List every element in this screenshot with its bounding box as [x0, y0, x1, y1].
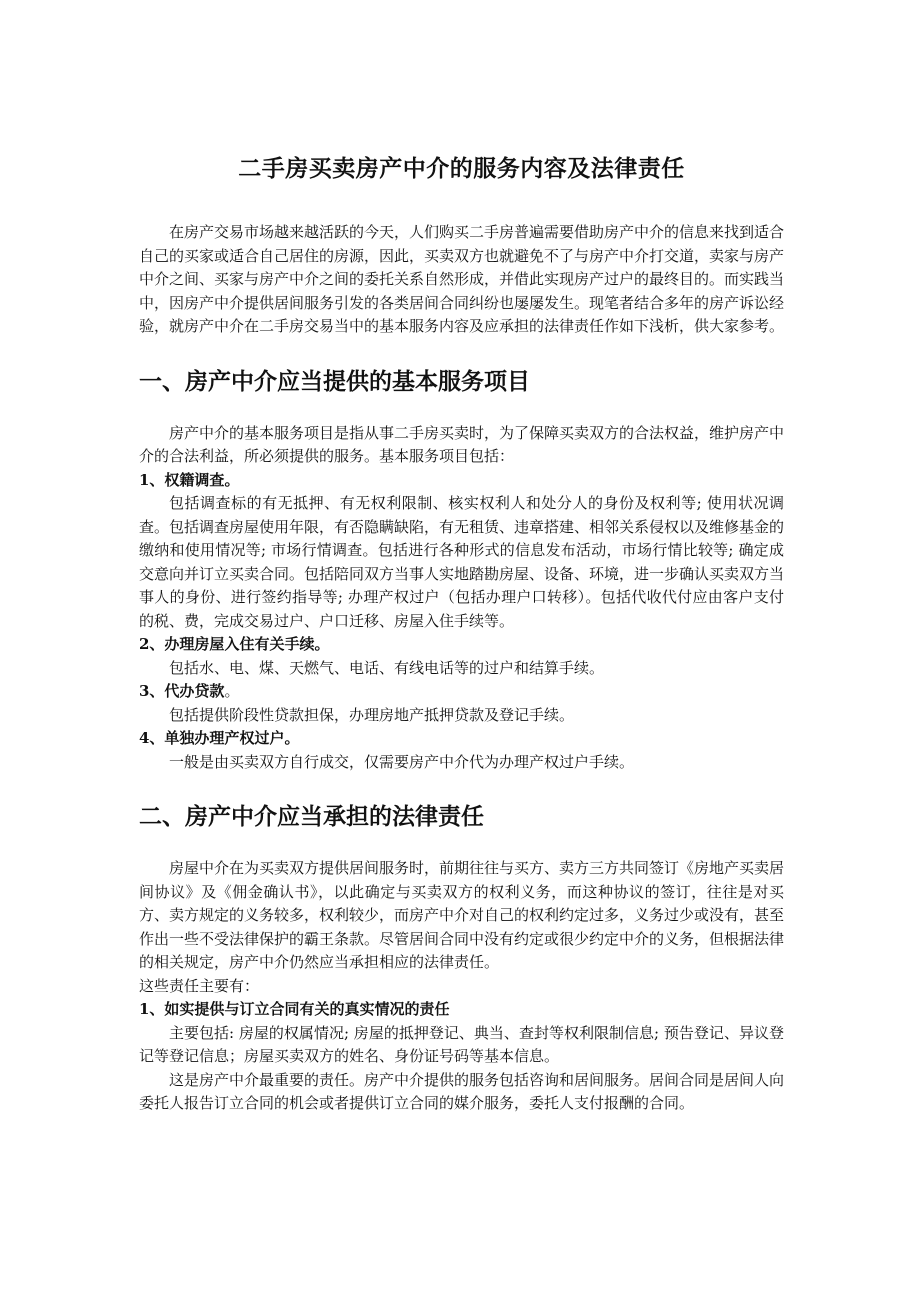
section-1-item-3-heading [139, 680, 784, 704]
section-2-item-1-heading: 1、如实提供与订立合同有关的真实情况的责任 [139, 1000, 450, 1018]
intro-paragraph: 在房产交易市场越来越活跃的今天，人们购买二手房普遍需要借助房产中介的信息来找到适合自己的买家或适合自己居住的房源，因此，买卖双方也就避免不了与房产中介打交道，卖家与房产中介之间、买家与房产中介之间的委托关系自然形成，并借此实现房产过户的最终目的。而实践当中，因房产中介提供居间服务引发的各类居间合同纠纷也屡屡发生。现笔者结合多年的房产诉讼经验，就房产中介在二手房交易当中的基本服务内容及应承担的法律责任作如下浅析，供大家参考。 [139, 223, 785, 335]
section-1-heading: 一、房产中介应当提供的基本服务项目 [139, 368, 530, 395]
section-1-item-3-heading-tail: 。 [224, 682, 240, 700]
section-1-item-3-body: 包括提供阶段性贷款担保，办理房地产抵押贷款及登记手续。 [169, 705, 575, 724]
document-page [139, 150, 784, 1116]
section-1-item-2-body: 包括水、电、煤、天燃气、电话、有线电话等的过户和结算手续。 [169, 658, 605, 677]
section-2-lead: 这些责任主要有： [139, 976, 260, 995]
section-2-item-1-body-2: 这是房产中介最重要的责任。房产中介提供的服务包括咨询和居间服务。居间合同是居间人向委托人报告订立合同的机会或者提供订立合同的媒介服务，委托人支付报酬的合同。 [139, 1070, 785, 1112]
document-title: 二手房买卖房产中介的服务内容及法律责任 [238, 156, 685, 182]
section-1-item-4-body: 一般是由买卖双方自行成交，仅需要房产中介代为办理产权过户手续。 [169, 752, 635, 771]
section-1-intro: 房产中介的基本服务项目是指从事二手房买卖时，为了保障买卖双方的合法权益，维护房产中介的合法利益，所必须提供的服务。基本服务项目包括： [139, 423, 785, 465]
section-2-intro: 房屋中介在为买卖双方提供居间服务时，前期往往与买方、卖方三方共同签订《房地产买卖居间协议》及《佣金确认书》，以此确定与买卖双方的权利义务，而这种协议的签订，往往是对买方、卖方规定的义务较多，权利较少，而房产中介对自己的权利约定过多，义务过少或没有，甚至作出一些不受法律保护的霸王条款。尽管居间合同中没有约定或很少约定中介的义务，但根据法律的相关规定，房产中介仍然应当承担相应的法律责任。 [139, 859, 785, 971]
section-1-item-1-heading: 1、权籍调查。 [139, 470, 240, 489]
section-2-item-1-body: 主要包括: 房屋的权属情况; 房屋的抵押登记、典当、查封等权利限制信息; 预告登记、异议登记等登记信息；房屋买卖双方的姓名、身份证号码等基本信息。 [139, 1023, 784, 1065]
section-1-item-1-body: 包括调查标的有无抵押、有无权利限制、核实权利人和处分人的身份及权利等; 使用状况调查。包括调查房屋使用年限，有否隐瞒缺陷，有无租赁、违章搭建、相邻关系侵权以及维修基金的缴纳和使用情况等; 市场行情调查。包括进行各种形式的信息发布活动，市场行情比较等; 确定成交意向并订立买卖合同。包括陪同双方当事人实地踏勘房屋、设备、环境，进一步确认买卖双方当事人的身份、进行签约指导等; 办理产权过户（包括办理户口转移）。包括代收代付应由客户支付的税、费，完成交易过户、户口迁移、房屋入住手续等。 [139, 494, 785, 630]
section-2-heading: 二、房产中介应当承担的法律责任 [139, 804, 484, 830]
section-1-item-3-heading-bold: 3、代办贷款 [139, 682, 225, 700]
section-1-item-4-heading: 4、单独办理产权过户。 [139, 729, 300, 747]
section-1-item-2-heading: 2、办理房屋入住有关手续。 [139, 635, 330, 653]
